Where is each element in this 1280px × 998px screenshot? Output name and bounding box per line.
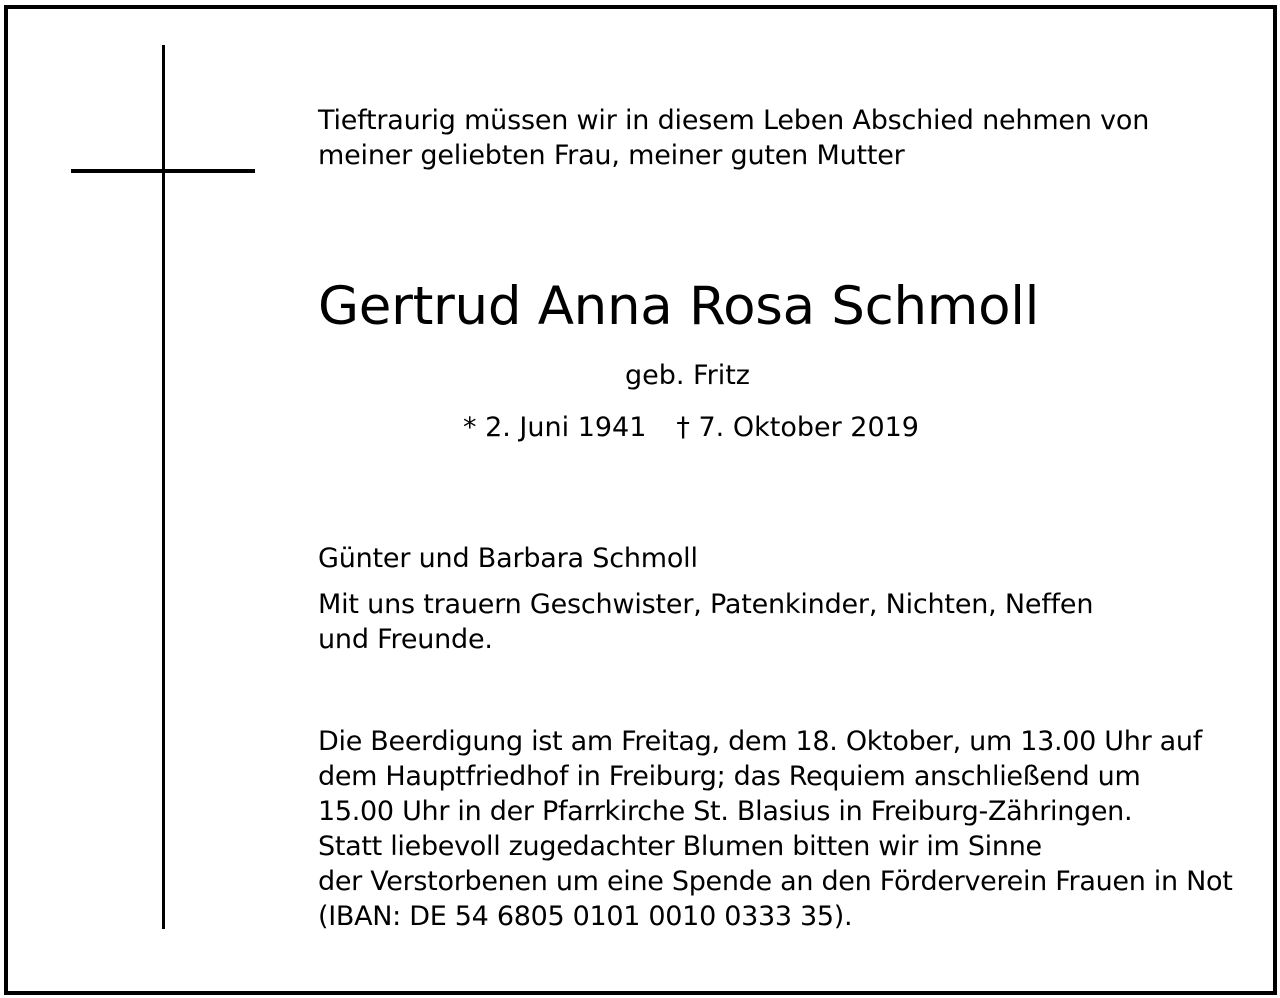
cross-icon-horizontal-bar — [71, 169, 255, 173]
mourners-text — [318, 587, 1093, 657]
funeral-line-5: der Verstorbenen um eine Spende an den Förderverein Frauen in Not — [318, 866, 1233, 897]
funeral-line-6: (IBAN: DE 54 6805 0101 0010 0333 35). — [318, 901, 853, 932]
intro-line-2: meiner geliebten Frau, meiner guten Mutter — [318, 140, 905, 171]
funeral-line-4: Statt liebevoll zugedachter Blumen bitten wir im Sinne — [318, 831, 1042, 862]
mourners-line-2: und Freunde. — [318, 624, 493, 655]
life-dates — [463, 410, 919, 446]
funeral-line-1: Die Beerdigung ist am Freitag, dem 18. Oktober, um 13.00 Uhr auf — [318, 726, 1202, 757]
maiden-name: geb. Fritz — [625, 360, 750, 391]
funeral-info — [318, 724, 1233, 934]
mourners-line-1: Mit uns trauern Geschwister, Patenkinder, Nichten, Neffen — [318, 589, 1094, 620]
deceased-name: Gertrud Anna Rosa Schmoll — [318, 276, 1040, 337]
intro-line-1: Tieftraurig müssen wir in diesem Leben Abschied nehmen von — [318, 105, 1150, 136]
funeral-line-3: 15.00 Uhr in der Pfarrkirche St. Blasius in Freiburg-Zähringen. — [318, 796, 1133, 827]
funeral-line-2: dem Hauptfriedhof in Freiburg; das Requiem anschließend um — [318, 761, 1141, 792]
birth-date: * 2. Juni 1941 — [463, 412, 647, 443]
cross-icon-vertical-bar — [162, 45, 165, 929]
death-date: † 7. Oktober 2019 — [676, 412, 919, 443]
intro-text — [318, 103, 1149, 173]
family-names: Günter und Barbara Schmoll — [318, 543, 698, 574]
